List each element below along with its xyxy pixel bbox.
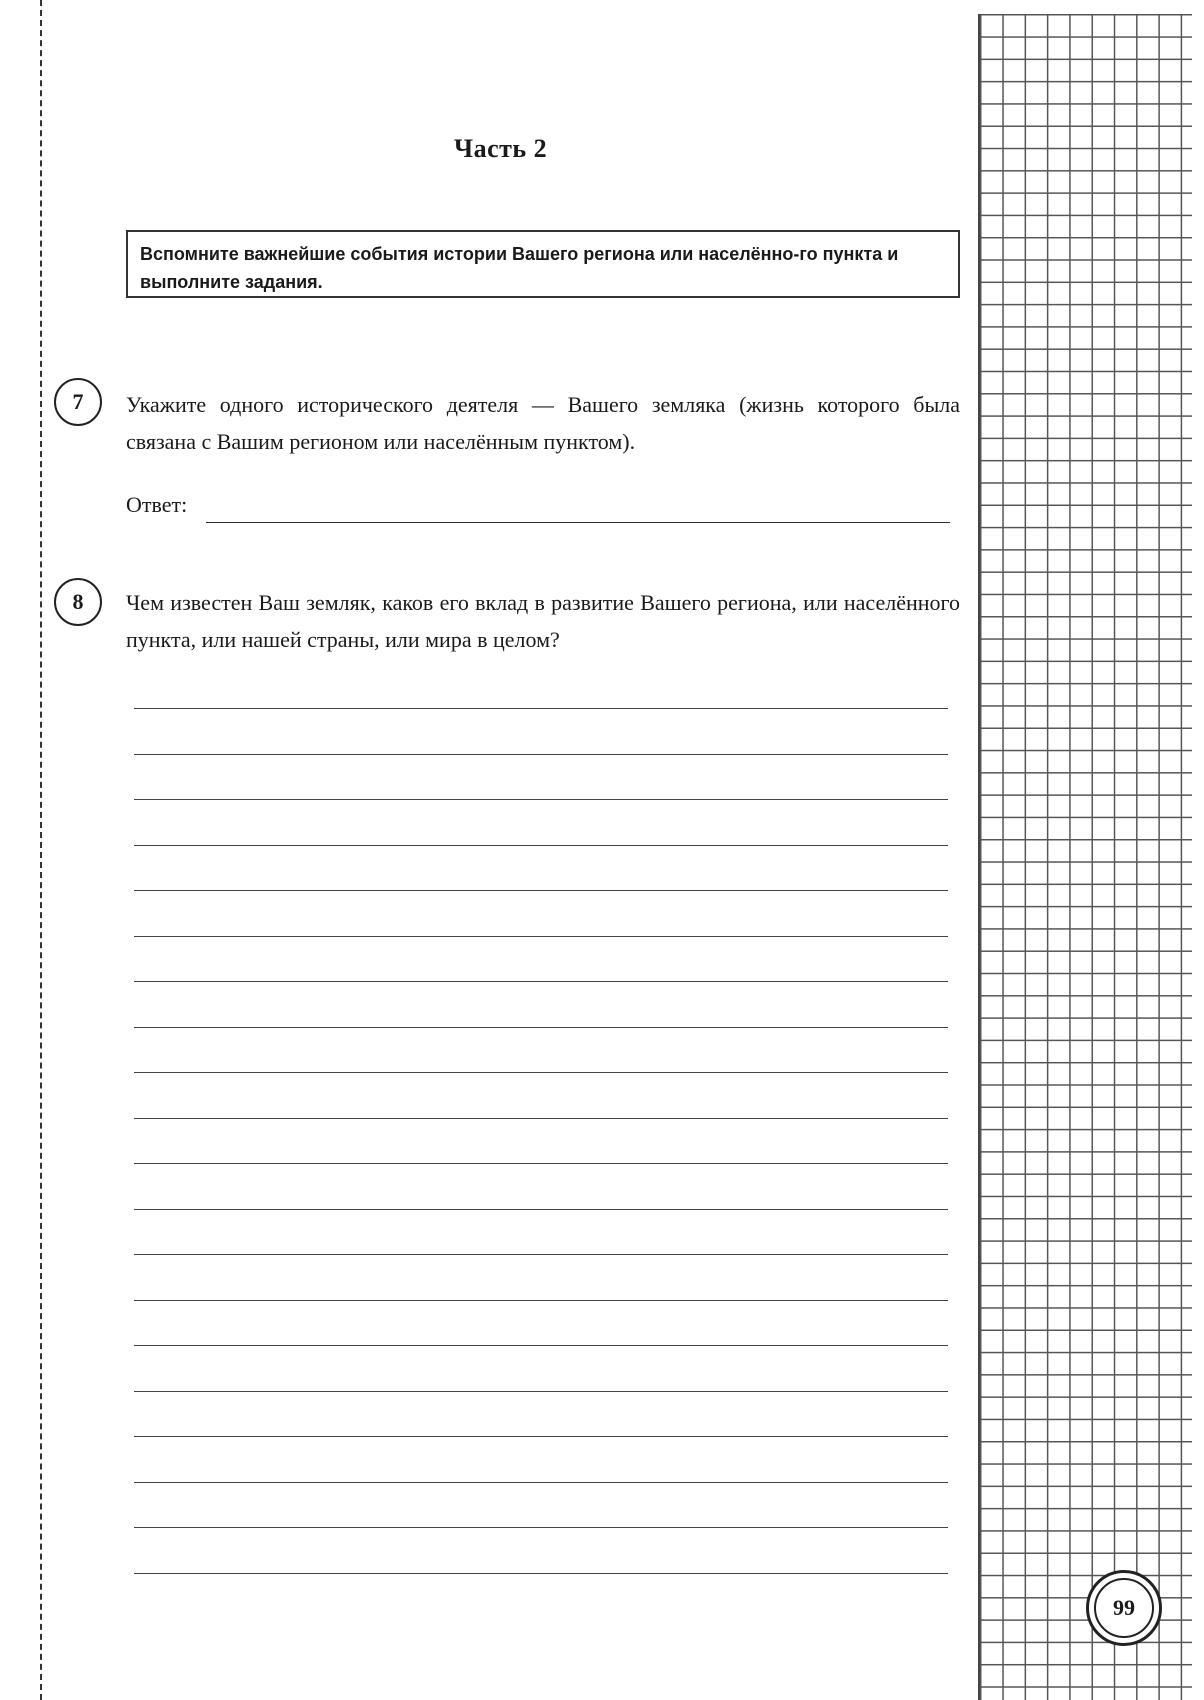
instructions-text: Вспомните важнейшие события истории Вашего региона или населённо-го пункта и выполните задания. (140, 244, 899, 292)
instructions-box (126, 230, 960, 298)
answer-line[interactable] (134, 1300, 948, 1301)
answer-line[interactable] (134, 708, 948, 709)
answer-line[interactable] (134, 845, 948, 846)
page-number: 99 (1094, 1578, 1154, 1638)
answer-line[interactable] (134, 754, 948, 755)
answer-line[interactable] (134, 890, 948, 891)
answer-line[interactable] (134, 799, 948, 800)
answer-line[interactable] (134, 1254, 948, 1255)
answer-line[interactable] (134, 1391, 948, 1392)
answer-line[interactable] (134, 1209, 948, 1210)
margin-grid (978, 14, 1192, 1700)
task-7-answer-label: Ответ: (126, 492, 188, 517)
answer-line[interactable] (134, 936, 948, 937)
page-number-badge (1086, 1570, 1162, 1646)
task-8-number: 8 (54, 578, 102, 626)
task-7-number: 7 (54, 378, 102, 426)
answer-line[interactable] (134, 1118, 948, 1119)
answer-line[interactable] (134, 1072, 948, 1073)
answer-line[interactable] (134, 981, 948, 982)
answer-line[interactable] (134, 1345, 948, 1346)
answer-line[interactable] (134, 1482, 948, 1483)
answer-line[interactable] (134, 1163, 948, 1164)
answer-line[interactable] (134, 1527, 948, 1528)
task-7-text: Укажите одного исторического деятеля — Вашего земляка (жизнь которого была связана с Вашим регионом или населённым пунктом). (126, 392, 960, 454)
cut-line (40, 0, 42, 1700)
answer-line[interactable] (134, 1573, 948, 1574)
part-title: Часть 2 (454, 134, 548, 163)
answer-line[interactable] (134, 1436, 948, 1437)
task-7-answer-field[interactable] (206, 522, 950, 523)
answer-line[interactable] (134, 1027, 948, 1028)
task-8-text: Чем известен Ваш земляк, каков его вклад в развитие Вашего региона, или населённого пункта, или нашей страны, или мира в целом? (126, 590, 960, 652)
